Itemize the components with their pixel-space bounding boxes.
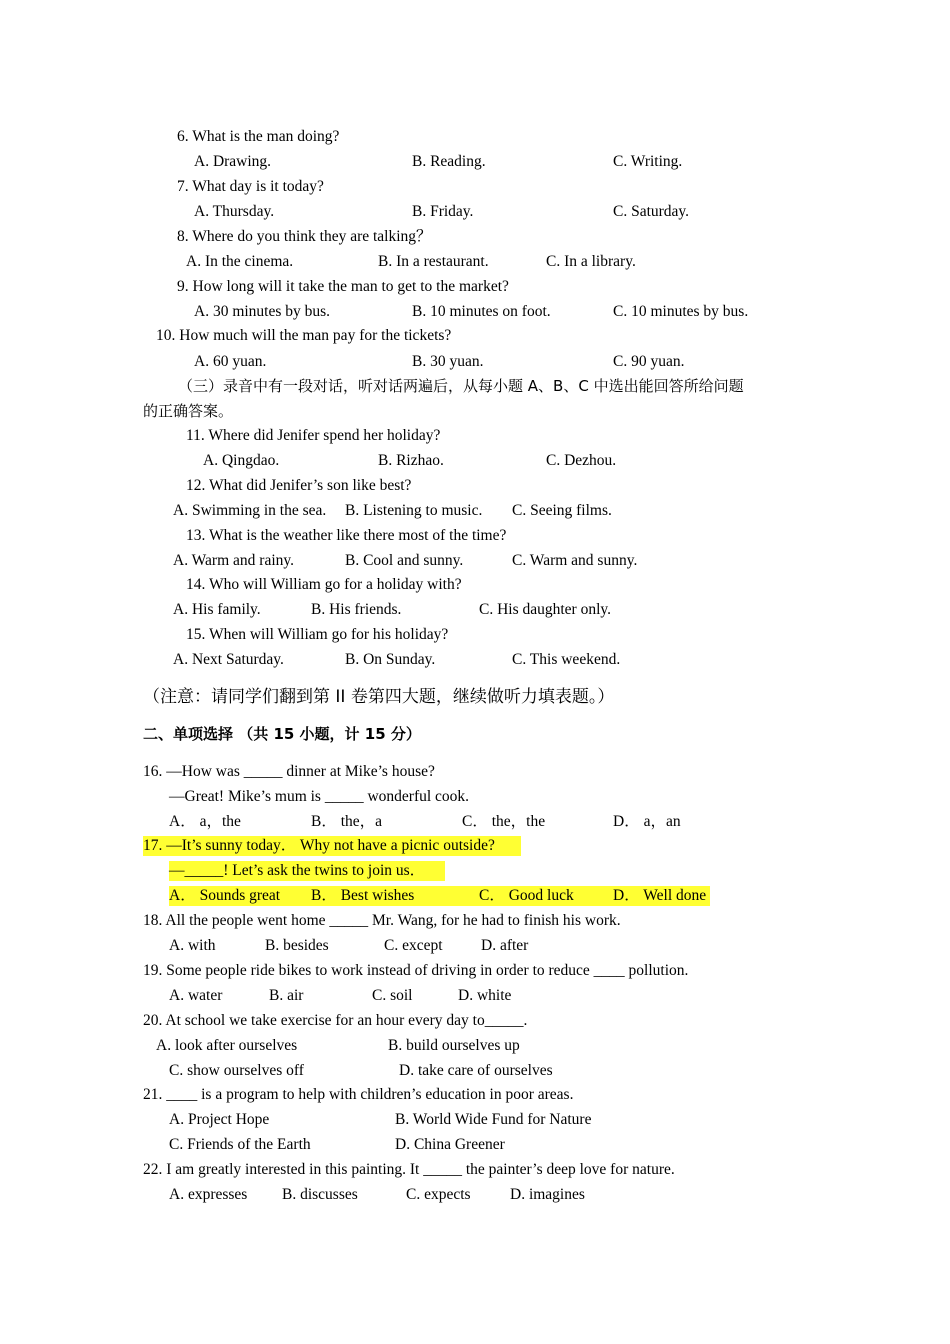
question-22: 22. I am greatly interested in this painting. It _____ the painter’s deep love for nature. — [143, 1161, 675, 1178]
option: C. Writing. — [613, 153, 683, 170]
option: D. take care of ourselves — [399, 1062, 553, 1079]
option: B. Friday. — [412, 203, 474, 220]
option: A. Drawing. — [194, 153, 272, 170]
option: B． the，a — [311, 813, 383, 830]
question-17-line2-highlighted: —_____! Let’s ask the twins to join us． — [169, 861, 445, 881]
option: A． a，the — [169, 813, 241, 830]
option: B. In a restaurant. — [378, 253, 489, 270]
option: B. On Sunday. — [345, 651, 436, 668]
question-18: 18. All the people went home _____ Mr. Wang, for he had to finish his work. — [143, 912, 621, 929]
option: C. His daughter only. — [479, 601, 612, 618]
option: C. 90 yuan. — [613, 353, 685, 370]
option: B. Listening to music. — [345, 502, 483, 519]
option: C. show ourselves off — [169, 1062, 304, 1079]
question-11: 11. Where did Jenifer spend her holiday? — [186, 427, 441, 444]
option: A. Warm and rainy. — [173, 552, 294, 569]
question-8: 8. Where do you think they are talking？ — [177, 228, 432, 245]
option: B． Best wishes — [311, 887, 415, 904]
option: A. look after ourselves — [156, 1037, 298, 1054]
option: D. imagines — [510, 1186, 585, 1203]
question-12: 12. What did Jenifer’s son like best? — [186, 477, 412, 494]
option: A． Sounds great — [169, 887, 281, 904]
option: A. Qingdao. — [203, 452, 280, 469]
option: B. 30 yuan. — [412, 353, 484, 370]
option: B. His friends. — [311, 601, 402, 618]
question-7: 7. What day is it today? — [177, 178, 324, 195]
question-20: 20. At school we take exercise for an hour every day to_____. — [143, 1012, 528, 1029]
option: B. 10 minutes on foot. — [412, 303, 551, 320]
question-13: 13. What is the weather like there most of the time? — [186, 527, 507, 544]
option: C. 10 minutes by bus. — [613, 303, 749, 320]
option: A. Project Hope — [169, 1111, 270, 1128]
part3-instructions: （三）录音中有一段对话，听对话两遍后，从每小题 A、B、C 中选出能回答所给问题 — [178, 377, 744, 395]
option: C. This weekend. — [512, 651, 621, 668]
question-10: 10. How much will the man pay for the tickets? — [156, 327, 452, 344]
option: C． Good luck — [479, 887, 574, 904]
option: A. His family. — [173, 601, 261, 618]
option: C. Warm and sunny. — [512, 552, 638, 569]
option: C. Friends of the Earth — [169, 1136, 311, 1153]
option: C. Dezhou. — [546, 452, 617, 469]
question-19: 19. Some people ride bikes to work instead of driving in order to reduce ____ pollution. — [143, 962, 689, 979]
section-heading: 二、单项选择 （共 15 小题，计 15 分） — [143, 725, 421, 743]
option: B. besides — [265, 937, 329, 954]
option: D. China Greener — [395, 1136, 505, 1153]
option: B. Cool and sunny. — [345, 552, 464, 569]
question-15: 15. When will William go for his holiday? — [186, 626, 449, 643]
option: C． the，the — [462, 813, 546, 830]
option: B. air — [269, 987, 304, 1004]
option: C. soil — [372, 987, 413, 1004]
question-9: 9. How long will it take the man to get to the market? — [177, 278, 509, 295]
option: A. 30 minutes by bus. — [194, 303, 331, 320]
option: B. build ourselves up — [388, 1037, 520, 1054]
question-6: 6. What is the man doing? — [177, 128, 340, 145]
option: C. expects — [406, 1186, 471, 1203]
question-21: 21. ____ is a program to help with children’s education in poor areas. — [143, 1086, 574, 1103]
option: D. after — [481, 937, 529, 954]
option: B. World Wide Fund for Nature — [395, 1111, 592, 1128]
option: D． a，an — [613, 813, 681, 830]
option: C. Saturday. — [613, 203, 690, 220]
option: A. In the cinema. — [186, 253, 294, 270]
question-17-highlighted: 17. —It’s sunny today． Why not have a picnic outside? — [143, 836, 521, 856]
notice: （注意：请同学们翻到第 II 卷第四大题，继续做听力填表题。） — [143, 687, 615, 707]
option: B. Rizhao. — [378, 452, 444, 469]
question-16-line2: —Great! Mike’s mum is _____ wonderful cook. — [169, 788, 470, 805]
option: A. Thursday. — [194, 203, 275, 220]
option: A. expresses — [169, 1186, 248, 1203]
option: C. In a library. — [546, 253, 636, 270]
option: C. Seeing films. — [512, 502, 612, 519]
option: A. water — [169, 987, 223, 1004]
option: A. with — [169, 937, 216, 954]
option: B. discusses — [282, 1186, 358, 1203]
option: A. 60 yuan. — [194, 353, 267, 370]
question-14: 14. Who will William go for a holiday with? — [186, 576, 462, 593]
option: D. white — [458, 987, 512, 1004]
option: C. except — [384, 937, 443, 954]
option: B. Reading. — [412, 153, 486, 170]
part3-instructions-cont: 的正确答案。 — [143, 402, 234, 420]
option: D． Well done — [613, 887, 707, 904]
option: A. Swimming in the sea. — [173, 502, 327, 519]
question-16: 16. —How was _____ dinner at Mike’s house? — [143, 763, 435, 780]
option: A. Next Saturday. — [173, 651, 284, 668]
